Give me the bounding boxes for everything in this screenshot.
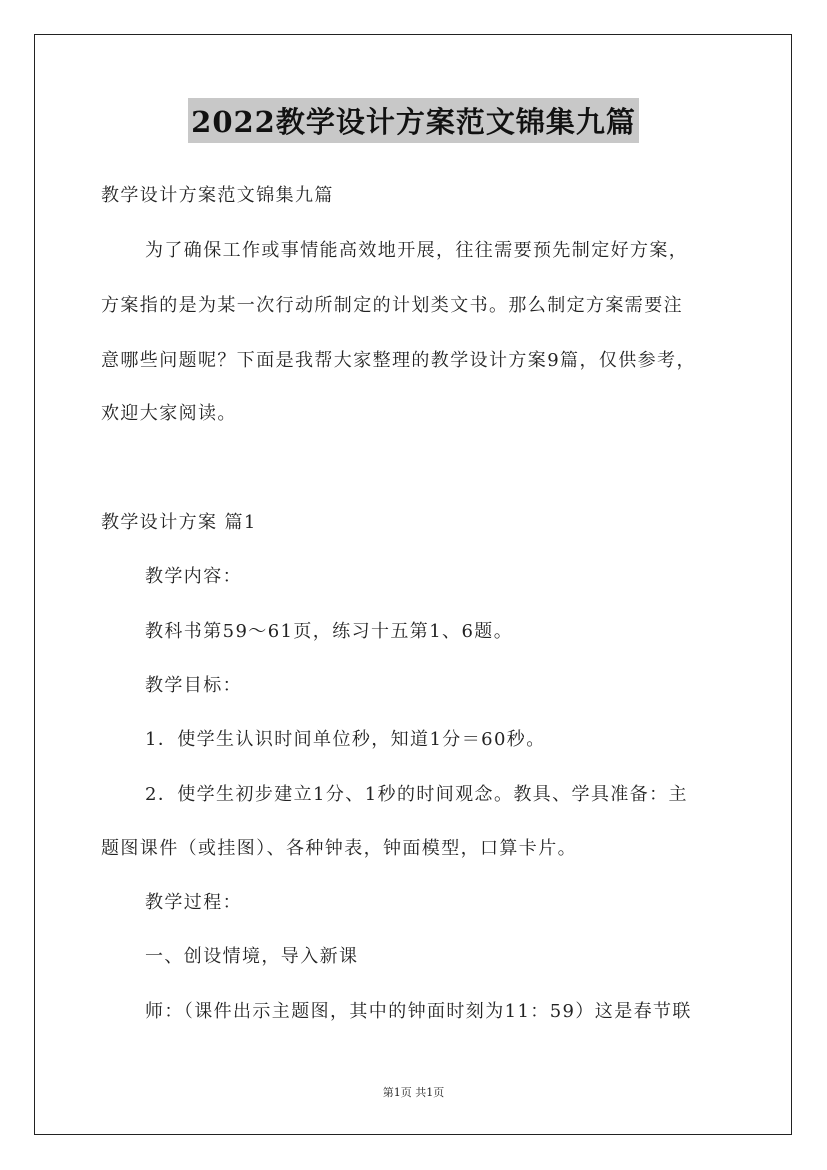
paragraph-line: 师：（课件出示主题图，其中的钟面时刻为11：59）这是春节联: [145, 1001, 692, 1022]
paragraph-line: 题图课件（或挂图）、各种钟表，钟面模型，口算卡片。: [101, 838, 577, 859]
title-container: [0, 98, 827, 143]
paragraph-line: 教学目标：: [145, 675, 242, 696]
paragraph-line: 2．使学生初步建立1分、1秒的时间观念。教具、学具准备：主: [145, 784, 688, 805]
paragraph-line: 为了确保工作或事情能高效地开展，往往需要预先制定好方案，: [145, 240, 689, 261]
paragraph-line: 教学过程：: [145, 892, 242, 913]
paragraph-line: 1．使学生认识时间单位秒，知道1分＝60秒。: [145, 729, 546, 750]
section-heading: 教学设计方案 篇1: [101, 512, 257, 533]
paragraph-line: 欢迎大家阅读。: [101, 403, 237, 424]
paragraph-line: 方案指的是为某一次行动所制定的计划类文书。那么制定方案需要注: [101, 295, 683, 316]
page-footer: 第1页 共1页: [382, 1086, 445, 1099]
document-title: 2022教学设计方案范文锦集九篇: [188, 98, 639, 143]
paragraph-line: 教学内容：: [145, 566, 242, 587]
paragraph-line: 教科书第59～61页，练习十五第1、6题。: [145, 621, 514, 642]
subtitle-line: 教学设计方案范文锦集九篇: [101, 185, 334, 206]
paragraph-line: 意哪些问题呢？下面是我帮大家整理的教学设计方案9篇，仅供参考，: [101, 350, 696, 371]
paragraph-line: 一、创设情境，导入新课: [145, 946, 359, 967]
